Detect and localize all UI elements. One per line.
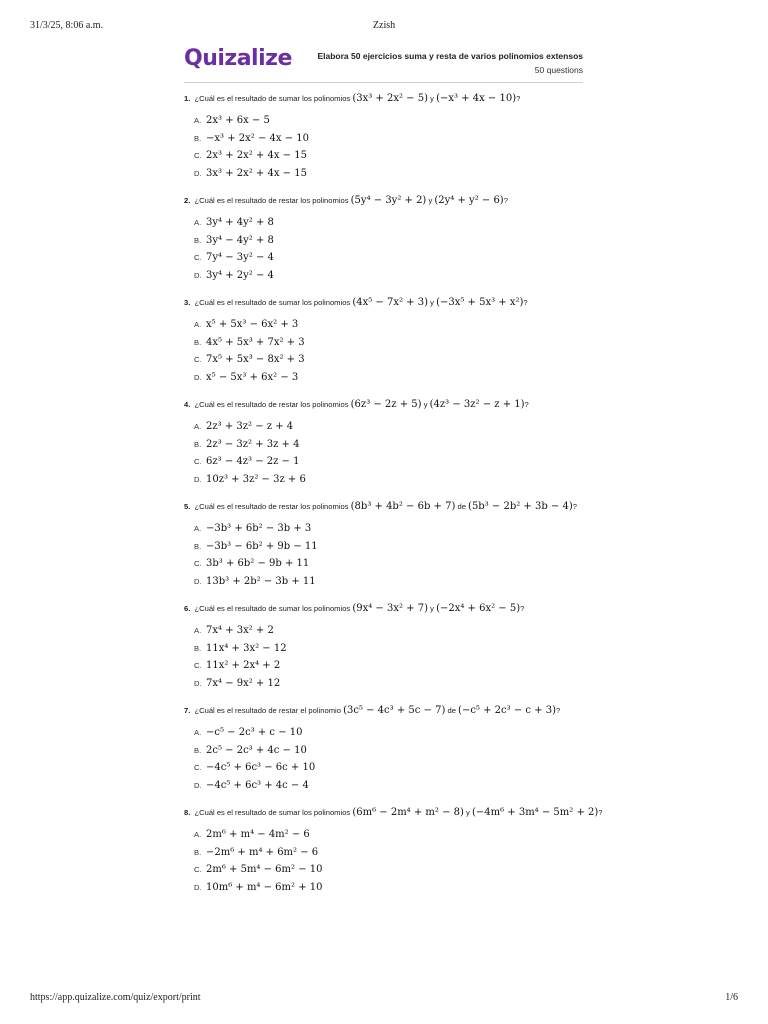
question-number: 4. [184,400,191,409]
answer-option [194,620,584,638]
option-letter: B. [194,847,202,857]
option-text: −3b³ − 6b² + 9b − 11 [206,540,318,552]
answer-options [194,518,584,588]
answer-option [194,469,584,487]
answer-options [194,110,584,180]
option-text: 3y⁴ + 4y² + 8 [206,217,274,228]
answer-option [194,451,584,469]
option-text: 10z³ + 3z² − 3z + 6 [206,473,306,485]
option-letter: C. [194,151,202,160]
option-text: 2m⁶ + m⁴ − 4m² − 6 [206,829,310,840]
question-block [184,702,584,804]
question-mark: ? [516,94,521,103]
option-letter: A. [194,116,202,125]
question-count: 50 questions [534,65,583,75]
question-prompt: ¿Cuál es el resultado de restar los polinomios [194,400,349,409]
option-letter: D. [194,168,202,178]
option-text: x⁵ + 5x³ − 6x² + 3 [206,319,299,330]
question-list [184,90,603,906]
answer-option [194,230,584,248]
question-prompt: ¿Cuál es el resultado de sumar los polinomios [194,94,351,103]
option-text: 7y⁴ − 3y² − 4 [206,252,274,263]
option-letter: C. [194,253,202,262]
question-number: 3. [184,298,191,307]
question-block [184,498,584,600]
question-text [184,90,584,108]
option-text: 7x⁵ + 5x³ − 8x² + 3 [206,354,305,365]
option-text: 11x² + 2x⁴ + 2 [206,660,281,671]
answer-option [194,416,584,434]
answer-option [194,212,584,230]
header-divider [184,82,583,83]
option-letter: A. [194,626,202,635]
question-number: 7. [184,706,191,715]
question-number: 8. [184,808,191,817]
option-letter: A. [194,830,202,839]
answer-option [194,638,584,656]
question-mark: ? [503,196,508,205]
option-text: −4c⁵ + 6c³ + 4c − 4 [206,779,309,791]
polynomial-1: (8b³ + 4b² − 6b + 7) [350,501,456,512]
polynomial-1: (5y⁴ − 3y² + 2) [350,195,427,206]
option-letter: A. [194,422,202,431]
option-letter: D. [194,678,202,688]
joiner-word: y [430,604,434,613]
question-number: 2. [184,196,191,205]
answer-option [194,877,584,895]
question-prompt: ¿Cuál es el resultado de restar los polinomios [194,502,349,511]
option-letter: C. [194,559,202,568]
question-number: 5. [184,502,191,511]
answer-option [194,571,584,589]
question-prompt: ¿Cuál es el resultado de sumar los polinomios [194,604,351,613]
answer-option [194,367,584,385]
answer-option [194,314,584,332]
option-text: 10m⁶ + m⁴ − 6m² + 10 [206,881,323,893]
print-page-title: Zzish [372,20,396,31]
option-text: x⁵ − 5x³ + 6x² − 3 [206,371,299,383]
answer-option [194,655,584,673]
question-text [184,498,584,516]
polynomial-2: (−x³ + 4x − 10) [436,93,517,104]
question-mark: ? [520,604,525,613]
option-letter: B. [194,439,202,449]
option-text: 13b³ + 2b² − 3b + 11 [206,575,316,587]
answer-option [194,842,584,860]
option-letter: B. [194,643,202,653]
question-block [184,804,603,906]
option-letter: D. [194,270,202,280]
option-letter: B. [194,235,202,245]
answer-option [194,145,584,163]
question-text [184,396,584,414]
answer-option [194,740,584,758]
option-letter: A. [194,524,202,533]
question-text [184,192,584,210]
polynomial-1: (9x⁴ − 3x² + 7) [352,603,429,614]
joiner-word: de [447,706,456,715]
answer-options [194,314,584,384]
polynomial-2: (−c⁵ + 2c³ − c + 3) [458,705,556,716]
question-text [184,804,603,822]
question-mark: ? [555,706,561,715]
option-text: 2z³ − 3z² + 3z + 4 [206,438,300,450]
answer-option [194,128,584,146]
answer-option [194,332,584,350]
answer-option [194,553,584,571]
option-text: 2z³ + 3z² − z + 4 [206,421,294,432]
answer-options [194,416,584,486]
option-letter: A. [194,728,202,737]
option-text: 3y⁴ + 2y² − 4 [206,269,274,281]
question-prompt: ¿Cuál es el resultado de restar los polinomios [194,196,349,205]
option-text: 2c⁵ − 2c³ + 4c − 10 [206,744,307,756]
polynomial-2: (−2x⁴ + 6x² − 5) [436,603,521,614]
answer-option [194,775,584,793]
option-text: −2m⁶ + m⁴ + 6m² − 6 [206,846,319,858]
option-letter: C. [194,763,202,772]
polynomial-1: (4x⁵ − 7x² + 3) [352,297,429,308]
question-text [184,600,584,618]
polynomial-1: (3x³ + 2x² − 5) [352,93,429,104]
question-number: 1. [184,94,191,103]
option-text: −3b³ + 6b² − 3b + 3 [206,523,312,534]
option-text: 2x³ + 2x² + 4x − 15 [206,150,307,161]
option-letter: A. [194,218,202,227]
print-date: 31/3/25, 8:06 a.m. [30,20,104,31]
answer-options [194,212,584,282]
option-letter: B. [194,541,202,551]
answer-option [194,722,584,740]
option-letter: A. [194,320,202,329]
joiner-word: y [423,400,428,409]
print-footer [0,990,768,1010]
answer-option [194,247,584,265]
question-block [184,90,584,192]
option-text: 7x⁴ − 9x² + 12 [206,677,281,689]
option-letter: B. [194,133,202,143]
quizalize-logo: Quizalize [184,46,292,71]
answer-option [194,265,584,283]
option-letter: D. [194,576,202,586]
page-number: 1/6 [725,992,738,1003]
option-letter: C. [194,661,202,670]
option-text: 3x³ + 2x² + 4x − 15 [206,167,307,179]
question-block [184,294,584,396]
polynomial-2: (−4m⁶ + 3m⁴ − 5m² + 2) [471,807,599,818]
answer-option [194,110,584,128]
question-block [184,396,584,498]
polynomial-1: (3c⁵ − 4c³ + 5c − 7) [343,705,446,716]
option-text: 7x⁴ + 3x² + 2 [206,625,274,636]
option-letter: D. [194,882,202,892]
option-text: 2m⁶ + 5m⁴ − 6m² − 10 [206,864,323,875]
option-text: 11x⁴ + 3x² − 12 [206,642,287,654]
joiner-word: y [430,298,434,307]
print-header [0,0,768,40]
option-letter: C. [194,865,202,874]
option-letter: C. [194,355,202,364]
question-prompt: ¿Cuál es el resultado de restar el polinomio [194,706,341,715]
answer-options [194,824,584,894]
answer-options [194,620,584,690]
option-letter: B. [194,745,202,755]
option-text: −4c⁵ + 6c³ − 6c + 10 [206,762,316,773]
answer-option [194,859,584,877]
option-text: 2x³ + 6x − 5 [206,115,270,126]
question-block [184,192,584,294]
polynomial-2: (2y⁴ + y² − 6) [434,195,504,206]
option-letter: C. [194,457,202,466]
question-text [184,294,584,312]
answer-option [194,349,584,367]
answer-option [194,518,584,536]
option-text: 3y⁴ − 4y² + 8 [206,234,274,246]
joiner-word: y [428,196,433,205]
option-text: 6z³ − 4z³ − 2z − 1 [206,456,300,467]
quiz-title: Elabora 50 ejercicios suma y resta de varios polinomios extensos [317,51,583,61]
answer-option [194,824,584,842]
polynomial-2: (−3x⁵ + 5x³ + x²) [436,297,524,308]
answer-option [194,163,584,181]
answer-option [194,536,584,554]
joiner-word: y [430,94,434,103]
option-text: −x³ + 2x² − 4x − 10 [206,132,309,144]
polynomial-2: (5b³ − 2b² + 3b − 4) [468,501,573,512]
joiner-word: y [466,808,470,817]
polynomial-1: (6z³ − 2z + 5) [350,399,422,410]
question-prompt: ¿Cuál es el resultado de sumar los polinomios [194,298,351,307]
option-text: 4x⁵ + 5x³ + 7x² + 3 [206,336,305,348]
joiner-word: de [457,502,466,511]
question-mark: ? [523,298,528,307]
quiz-meta [317,49,583,77]
question-mark: ? [524,400,529,409]
option-text: −c⁵ − 2c³ + c − 10 [206,727,303,738]
print-url: https://app.quizalize.com/quiz/export/print [30,992,201,1003]
answer-options [194,722,584,792]
option-letter: D. [194,372,202,382]
question-number: 6. [184,604,191,613]
answer-option [194,757,584,775]
polynomial-1: (6m⁶ − 2m⁴ + m² − 8) [352,807,464,818]
answer-option [194,673,584,691]
option-letter: D. [194,474,202,484]
option-letter: B. [194,337,202,347]
question-mark: ? [572,502,577,511]
answer-option [194,434,584,452]
question-text [184,702,584,720]
option-text: 3b³ + 6b² − 9b + 11 [206,558,310,569]
question-block [184,600,584,702]
polynomial-2: (4z³ − 3z² − z + 1) [429,399,525,410]
option-letter: D. [194,780,202,790]
question-mark: ? [598,808,603,817]
question-prompt: ¿Cuál es el resultado de sumar los polinomios [194,808,351,817]
